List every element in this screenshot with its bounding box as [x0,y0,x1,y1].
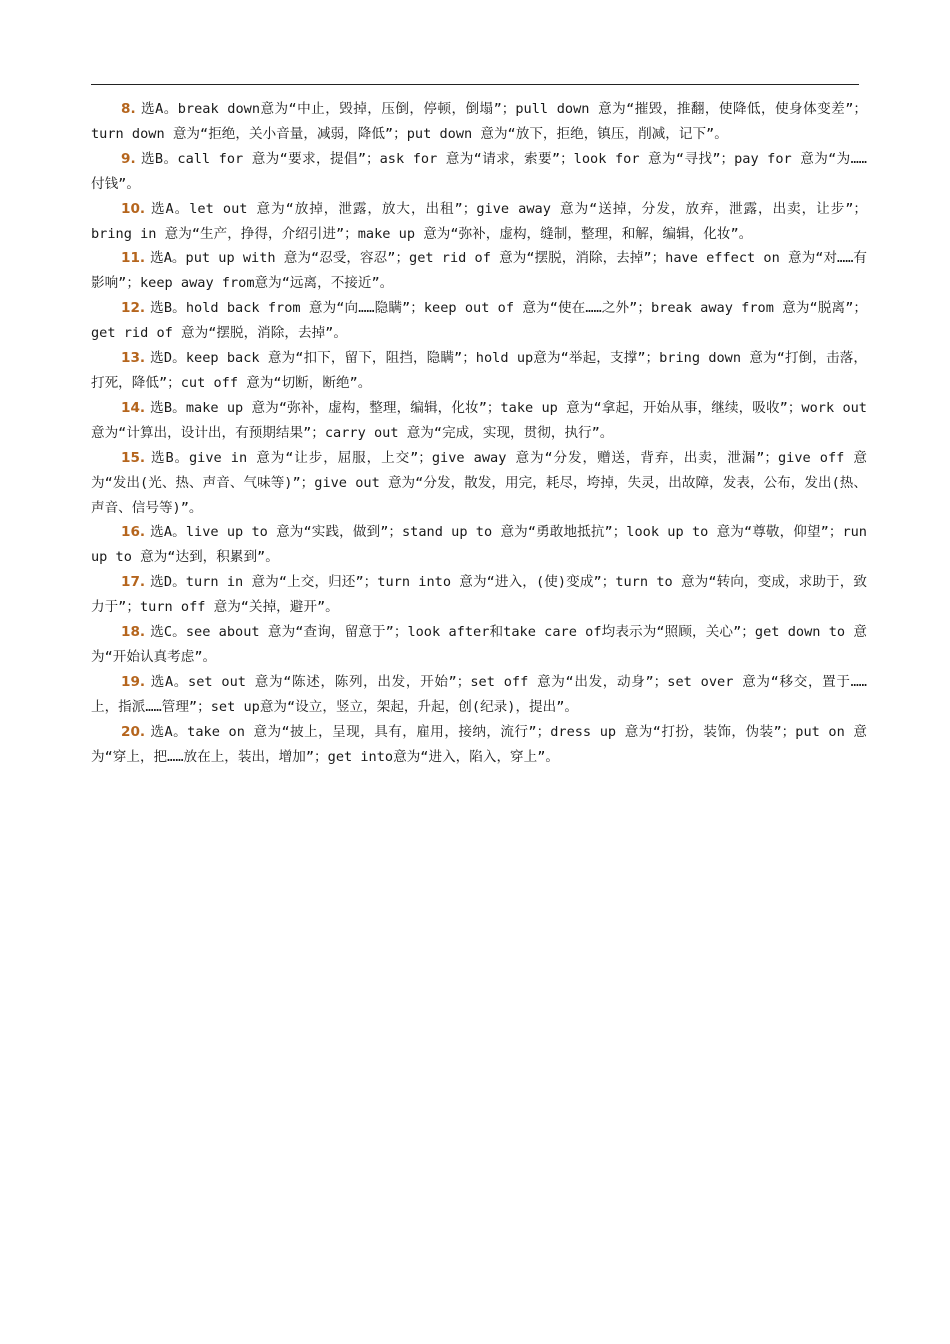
answer-item [91,570,867,620]
answer-item [91,346,867,396]
answer-number: 17. [121,574,146,591]
answer-number: 8. [121,101,136,117]
answer-text: 选A。break down意为“中止，毁掉，压倒，停顿，倒塌”；pull down 意为“摧毁，推翻，使降低，使身体变差”；turn down 意为“拒绝，关小音量，减弱，降低”；put down 意为“放下，拒绝，镇压，削减，记下”。 [91,101,867,142]
answer-text: 选B。make up 意为“弥补，虚构，整理，编辑，化妆”；take up 意为“拿起，开始从事，继续，吸收”；work out 意为“计算出，设计出，有预期结果”；carry out 意为“完成，实现，贯彻，执行”。 [91,399,867,441]
answer-text: 选B。call for 意为“要求，提倡”；ask for 意为“请求，索要”；look for 意为“寻找”；pay for 意为“为……付钱”。 [91,150,867,192]
header-rule [91,84,859,85]
answer-text: 选A。live up to 意为“实践，做到”；stand up to 意为“勇敢地抵抗”；look up to 意为“尊敬，仰望”；run up to 意为“达到，积累到”。 [91,524,867,566]
answer-number: 20. [121,723,146,740]
answer-number: 11. [121,250,146,267]
answer-text: 选A。put up with 意为“忍受，容忍”；get rid of 意为“摆脱，消除，去掉”；have effect on 意为“对……有影响”；keep away from意为“远离，不接近”。 [91,250,867,292]
answer-number: 12. [121,300,146,317]
answer-number: 18. [121,624,146,641]
answer-number: 10. [121,200,146,217]
answer-number: 16. [121,524,146,541]
answer-list [91,97,867,769]
answer-number: 19. [121,673,146,690]
answer-text: 选A。take on 意为“披上，呈现，具有，雇用，接纳，流行”；dress up 意为“打扮，装饰，伪装”；put on 意为“穿上，把……放在上，装出，增加”；get into意为“进入，陷入，穿上”。 [91,723,867,765]
answer-item [91,97,867,147]
answer-text: 选B。give in 意为“让步，屈服，上交”；give away 意为“分发，赠送，背弃，出卖，泄漏”；give off 意为“发出(光、热、声音、气味等)”；give out 意为“分发，散发，用完，耗尽，垮掉，失灵，出故障，发表，公布，发出(热、声音、信号等)”。 [91,449,867,516]
answer-text: 选C。see about 意为“查询，留意于”；look after和take care of均表示为“照顾，关心”；get down to 意为“开始认真考虑”。 [91,624,867,665]
answer-text: 选B。hold back from 意为“向……隐瞒”；keep out of 意为“使在……之外”；break away from 意为“脱离”；get rid of 意为“摆脱，消除，去掉”。 [91,300,867,342]
answer-number: 9. [121,150,136,167]
answer-item [91,296,867,346]
answer-text: 选D。keep back 意为“扣下，留下，阻挡，隐瞒”；hold up意为“举起，支撑”；bring down 意为“打倒，击落，打死，降低”；cut off 意为“切断，断绝”。 [91,350,867,391]
answer-item [91,620,867,670]
answer-item [91,246,867,296]
answer-text: 选A。set out 意为“陈述，陈列，出发，开始”；set off 意为“出发，动身”；set over 意为“移交，置于……上，指派……管理”；set up意为“设立，竖立，架起，升起，创(纪录)，提出”。 [91,673,867,715]
answer-text: 选D。turn in 意为“上交，归还”；turn into 意为“进入，(使)变成”；turn to 意为“转向，变成，求助于，致力于”；turn off 意为“关掉，避开”。 [91,574,867,616]
answer-item [91,147,867,197]
answer-text: 选A。let out 意为“放掉，泄露，放大，出租”；give away 意为“送掉，分发，放弃，泄露，出卖，让步”；bring in 意为“生产，挣得，介绍引进”；make up 意为“弥补，虚构，缝制，整理，和解，编辑，化妆”。 [91,200,867,242]
answer-number: 14. [121,399,146,416]
answer-item [91,197,867,247]
answer-item [91,446,867,521]
answer-item [91,520,867,570]
answer-number: 15. [121,449,146,466]
answer-number: 13. [121,350,146,367]
answer-item [91,670,867,720]
answer-item [91,396,867,446]
answer-item [91,720,867,770]
